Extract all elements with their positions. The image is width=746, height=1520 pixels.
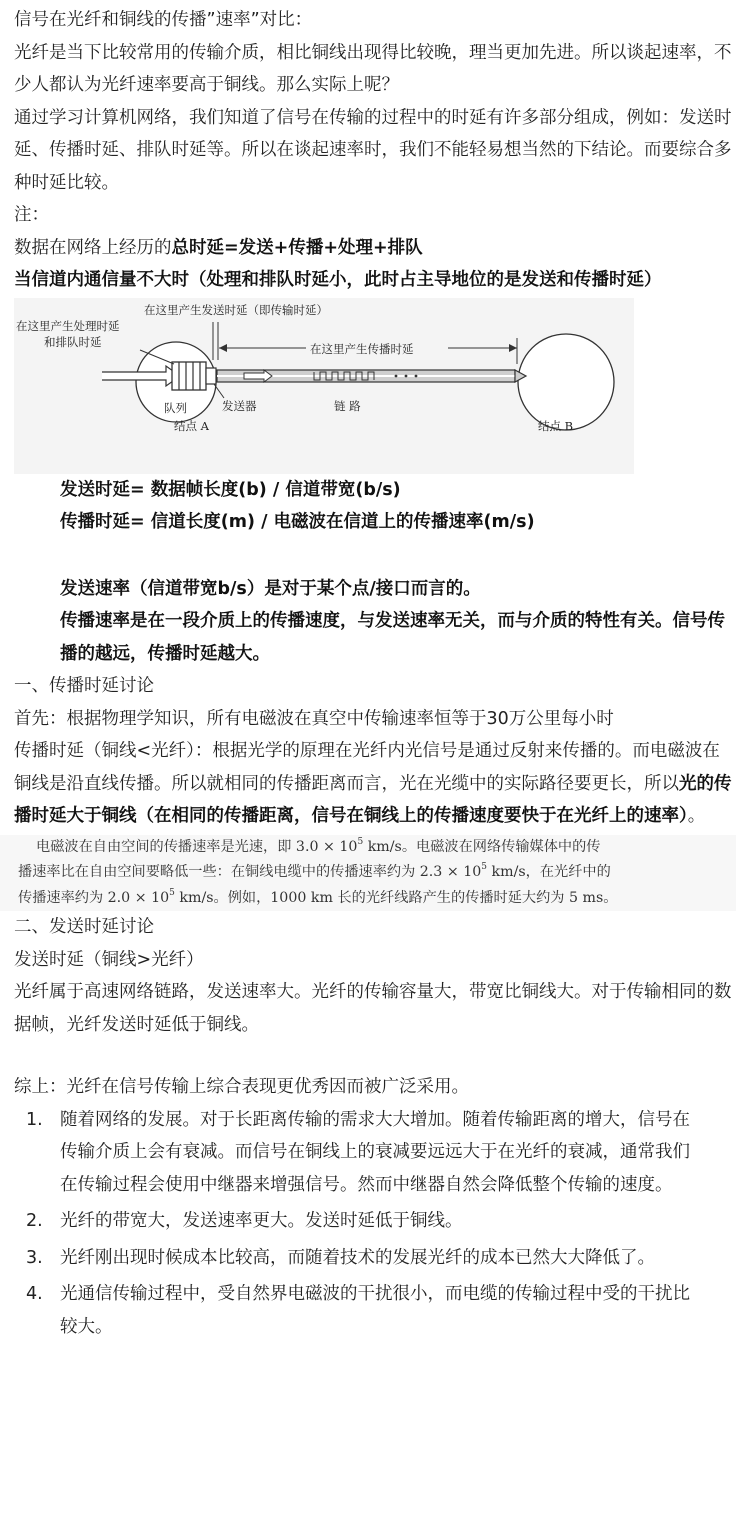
section1-heading: 一、传播时延讨论 bbox=[14, 676, 154, 696]
article-title: 信号在光纤和铜线的传播”速率”对比： bbox=[14, 10, 313, 30]
label-node-b: 结点 B bbox=[538, 418, 574, 433]
excerpt-line-2: 播速率比在自由空间要略低一些：在铜线电缆中的传播速率约为 $2.3 \times 10^5$ km/s，在光纤中的 bbox=[18, 862, 611, 880]
note-label: 注： bbox=[14, 205, 49, 225]
summary-lead: 综上：光纤在信号传输上综合表现更优秀因而被广泛采用。 bbox=[14, 1077, 469, 1097]
section1-p2-end: 。 bbox=[687, 806, 706, 826]
section1-paragraph-1: 首先：根据物理学知识，所有电磁波在真空中传输速率恒等于30万公里每小时 bbox=[14, 708, 614, 729]
section2-heading: 二、发送时延讨论 bbox=[14, 917, 154, 937]
formula-send-delay: 发送时延= 数据帧长度(b) / 信道带宽(b/s) bbox=[60, 479, 401, 500]
total-delay-formula: 总时延=发送+传播+处理+排队 bbox=[171, 237, 423, 258]
list-item: 1. 随着网络的发展。对于长距离传输的需求大大增加。随着传输距离的增大，信号在传输介质上会有衰减。而信号在铜线上的衰减要远远大于在光纤的衰减，通常我们在传输过程会使用中继器来增强信号。然而中继器自然会降低整个传输的速度。 bbox=[26, 1109, 690, 1195]
excerpt-line-3: 传播速率约为 $2.0 \times 10^5$ km/s。例如，1000 km 长的光纤线路产生的传播时延大约为 5 ms。 bbox=[18, 887, 618, 906]
label-link: 链 路 bbox=[334, 398, 361, 413]
summary-list bbox=[14, 1104, 736, 1344]
section1-paragraph-2 bbox=[14, 735, 736, 833]
section1-p2-bold: 光的传播时延大于铜线（在相同的传播距离，信号在铜线上的传播速度要快于在光纤上的速率） bbox=[14, 773, 732, 826]
section2-paragraph: 光纤属于高速网络链路，发送速率大。光纤的传输容量大，带宽比铜线大。对于传输相同的数据帧，光纤发送时延低于铜线。 bbox=[14, 982, 732, 1035]
list-item: 2. 光纤的带宽大，发送速率更大。发送时延低于铜线。 bbox=[26, 1211, 463, 1231]
section1-p2-normal: 传播时延（铜线<光纤）：根据光学的原理在光纤内光信号是通过反射来传播的。而电磁波在铜线是沿直线传播。所以就相同的传播距离而言，光在光缆中的实际路径要更长，所以 bbox=[14, 741, 720, 794]
low-traffic-note: 当信道内通信量不大时（处理和排队时延小，此时占主导地位的是发送和传播时延） bbox=[14, 270, 662, 290]
spacer bbox=[14, 539, 736, 573]
label-transmitter: 发送器 bbox=[222, 398, 257, 413]
list-item: 3. 光纤刚出现时候成本比较高，而随着技术的发展光纤的成本已然大大降低了。 bbox=[26, 1247, 655, 1268]
formula-prop-delay: 传播时延= 信道长度(m) / 电磁波在信道上的传播速率(m/s) bbox=[60, 512, 535, 532]
label-propagation: 在这里产生传播时延 bbox=[310, 341, 414, 356]
textbook-excerpt bbox=[0, 835, 736, 912]
label-node-a: 结点 A bbox=[174, 418, 209, 433]
label-queue: 队列 bbox=[164, 400, 187, 415]
total-delay-line bbox=[14, 232, 736, 265]
link-cable bbox=[217, 370, 526, 382]
intro-paragraph-1: 光纤是当下比较常用的传输介质，相比铜线出现得比较晚，理当更加先进。所以谈起速率，不少人都认为光纤速率要高于铜线。那么实际上呢？ bbox=[14, 42, 732, 95]
delay-diagram bbox=[14, 298, 634, 474]
intro-paragraph-2: 通过学习计算机网络，我们知道了信号在传输的过程中的时延有许多部分组成，例如：发送时延、传播时延、排队时延等。所以在谈起速率时，我们不能轻易想当然的下结论。而要综合多种时延比较。 bbox=[14, 107, 732, 193]
delay-diagram-svg bbox=[14, 298, 634, 474]
transmitter-icon bbox=[206, 368, 216, 384]
list-item: 4. 光通信传输过程中，受自然界电磁波的干扰很小，而电缆的传输过程中受的干扰比较大。 bbox=[26, 1284, 690, 1337]
label-processing-1: 在这里产生处理时延 bbox=[16, 318, 120, 333]
queue-icon bbox=[172, 362, 206, 390]
article bbox=[14, 4, 736, 1347]
node-b-circle bbox=[518, 334, 614, 430]
label-tx-delay: 在这里产生发送时延（即传输时延） bbox=[144, 302, 328, 317]
prop-rate-note: 传播速率是在一段介质上的传播速度，与发送速率无关，而与介质的特性有关。信号传播的越远，传播时延越大。 bbox=[60, 611, 725, 664]
total-delay-prefix: 数据在网络上经历的 bbox=[14, 237, 172, 258]
excerpt-line-1: 电磁波在自由空间的传播速率是光速，即 $3.0 \times 10^5$ km/s。电磁波在网络传输媒体中的传 bbox=[36, 836, 601, 855]
label-processing-2: 和排队时延 bbox=[44, 334, 102, 349]
send-rate-note: 发送速率（信道带宽b/s）是对于某个点/接口而言的。 bbox=[60, 578, 481, 599]
section2-subheading: 发送时延（铜线>光纤） bbox=[14, 949, 204, 970]
spacer bbox=[14, 1041, 736, 1071]
